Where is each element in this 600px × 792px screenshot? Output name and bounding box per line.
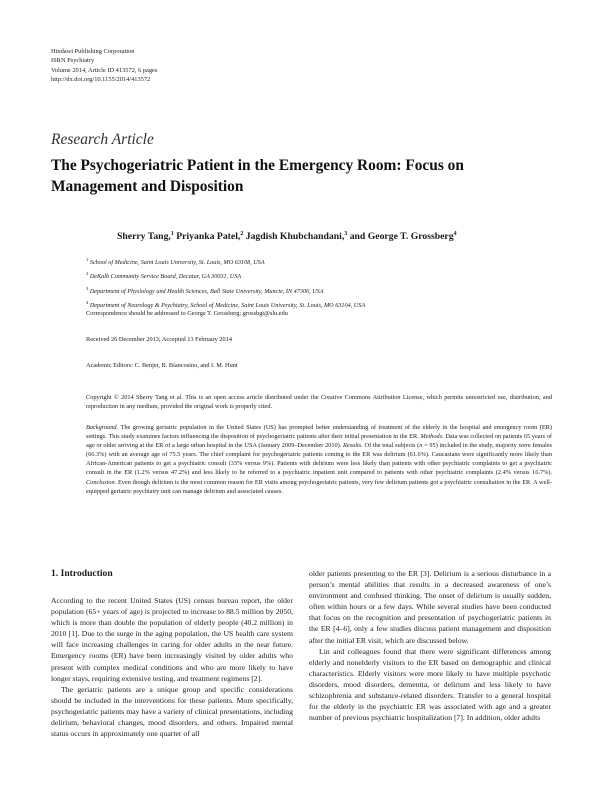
- abstract-n-symbol: n: [419, 442, 423, 450]
- article-type: Research Article: [51, 131, 154, 148]
- body-column-right: [309, 568, 551, 723]
- article-title: The Psychogeriatric Patient in the Emergency Room: Focus on Management and Disposition: [51, 157, 464, 195]
- abstract-results-pre: Of the total subjects (: [362, 442, 420, 450]
- affiliation-list: [86, 254, 365, 311]
- body-column-left: [51, 595, 293, 739]
- correspondence-note: Correspondence should be addressed to George T. Grossberg; grossbgt@slu.edu: [86, 310, 288, 317]
- body-paragraph: older patients presenting to the ER [3]. Delirium is a serious disturbance in a person’s mental abilities that results in a decreased awareness of one’s environment and confused thinking. The onset of delirium is usually sudden, often within hours or a few days. While several studies have been conducted that focus on the recognition and presentation of psychogeriatric patients in the ER [4–6], only a few studies discuss patient management and disposition after the initial ER visit, which are discussed below.: [309, 569, 551, 645]
- journal-name: ISRN Psychiatry: [51, 57, 95, 65]
- author-affil-marker: 2: [240, 231, 244, 237]
- section-heading-introduction: 1. Introduction: [51, 568, 113, 579]
- abstract-conclusion-text: Even though delirium is the most common reason for ER visits among psychogeriatric patients, very few delirium patients got a psychiatric consultation in the ER. A well-equipped geriatric psychiatry unit can manage delirium and associated causes.: [86, 478, 552, 495]
- academic-editors: Academic Editors: C. Benjet, B. Biancosino, and I. M. Hunt: [86, 362, 238, 369]
- affiliation-item: $^2$ DeKalb Community Service Board, Decatur, GA 30031, USA: [86, 271, 242, 281]
- author-name: and George T. Grossberg: [349, 231, 454, 243]
- author-affil-marker: 3: [344, 231, 348, 237]
- doi-link[interactable]: http://dx.doi.org/10.1155/2014/413572: [51, 76, 151, 84]
- body-paragraph: Lin and colleagues found that there were significant differences among elderly and nonelderly visitors to the ER based on demographic and clinical characteristics. Elderly visitors were more likely to have multiple psychotic disorders, mood disorders, dementia, or delirium and less likely to have schizophrenia and substance-related disorders. Transfer to a general hospital for the elderly in the psychiatric ER was associated with age and a greater number of previous psychiatric hospitalization [7]. In addition, older adults: [309, 646, 551, 723]
- abstract-background-text: The growing geriatric population in the United States (US) has prompted better understanding of treatment of the elderly in the hospital and emergency room (ER) settings. This study examines factors influencing the disposition of psychogeriatric patients after their initial presentation in the ER.: [86, 424, 552, 441]
- author-affil-marker: 4: [453, 231, 457, 237]
- affiliation-item: $^4$ Department of Neurology & Psychiatry, School of Medicine, Saint Louis University, St. Louis, MO 63104, USA: [86, 299, 366, 309]
- affiliation-item: $^3$ Department of Physiology and Health Sciences, Ball State University, Muncie, IN 47306, USA: [86, 285, 324, 295]
- abstract-background-label: Background.: [86, 424, 119, 431]
- abstract-methods-text: Data was collected on patients 65 years of age or older arriving at the ER of a large urban hospital in the USA (January 2009–December 2010).: [86, 433, 552, 450]
- abstract-results-label: Results.: [341, 442, 363, 450]
- abstract: [86, 423, 552, 496]
- body-paragraph: According to the recent United States (US) census bureau report, the older population (65+ years of age) is projected to increase to 88.5 million by 2050, which is more than double the population of elderly people (40.2 million) in 2010 [1]. Due to the surge in the aging population, the US health care system will face increasing challenges in caring for older adults in the near future. Emergency rooms (ER) have been increasingly visited by older adults who present with complex medical conditions and who are more likely to have longer stays, requiring extensive testing, and treatment regimens [2].: [51, 596, 293, 683]
- affiliation-item: $^1$ School of Medicine, Saint Louis University, St. Louis, MO 63108, USA: [86, 257, 265, 267]
- abstract-conclusion-label: Conclusion.: [86, 478, 117, 486]
- author-affil-marker: 1: [170, 231, 174, 237]
- journal-masthead: [51, 47, 157, 85]
- author-name: Jagdish Khubchandani,: [245, 231, 345, 243]
- author-list: [117, 231, 457, 242]
- received-accepted-dates: Received 26 December 2013; Accepted 13 February 2014: [86, 336, 233, 343]
- publisher-name: Hindawi Publishing Corporation: [51, 48, 135, 55]
- abstract-results-text: = 95) included in the study, majority were females (66.3%) with an average age of 75.5 years. The chief complaint for psychogeriatric patients coming to the ER was delirium (61.6%). Caucasians were significantly more likely than African-American patients to get a psychiatric consult (33% versus 9%). Patients with delirium were less likely than patients with other psychiatric complaints to get a psychiatric consult in the ER (1.2% versus 47.2%) and less likely to be referred to a psychiatric inpatient unit compared to patients with other psychiatric complaints (2.4% versus 16.7%).: [86, 442, 552, 477]
- author-name: Priyanka Patel,: [176, 231, 241, 243]
- author-name: Sherry Tang,: [117, 231, 171, 243]
- copyright-notice: Copyright © 2014 Sherry Tang et al. This is an open access article distributed under the Creative Commons Attribution License, which permits unrestricted use, distribution, and reproduction in any medium, provided the original work is properly cited.: [86, 394, 552, 411]
- body-paragraph: The geriatric patients are a unique group and specific considerations should be included in the interventions for these patients. More specifically, psychogeriatric patients may have a variety of clinical presentations, including delirium, behavioral changes, mood disorders, and others. Impaired mental status occurs in approximately one quarter of all: [51, 684, 293, 739]
- abstract-methods-label: Methods.: [418, 433, 444, 441]
- volume-info: Volume 2014, Article ID 413572, 6 pages: [51, 66, 158, 74]
